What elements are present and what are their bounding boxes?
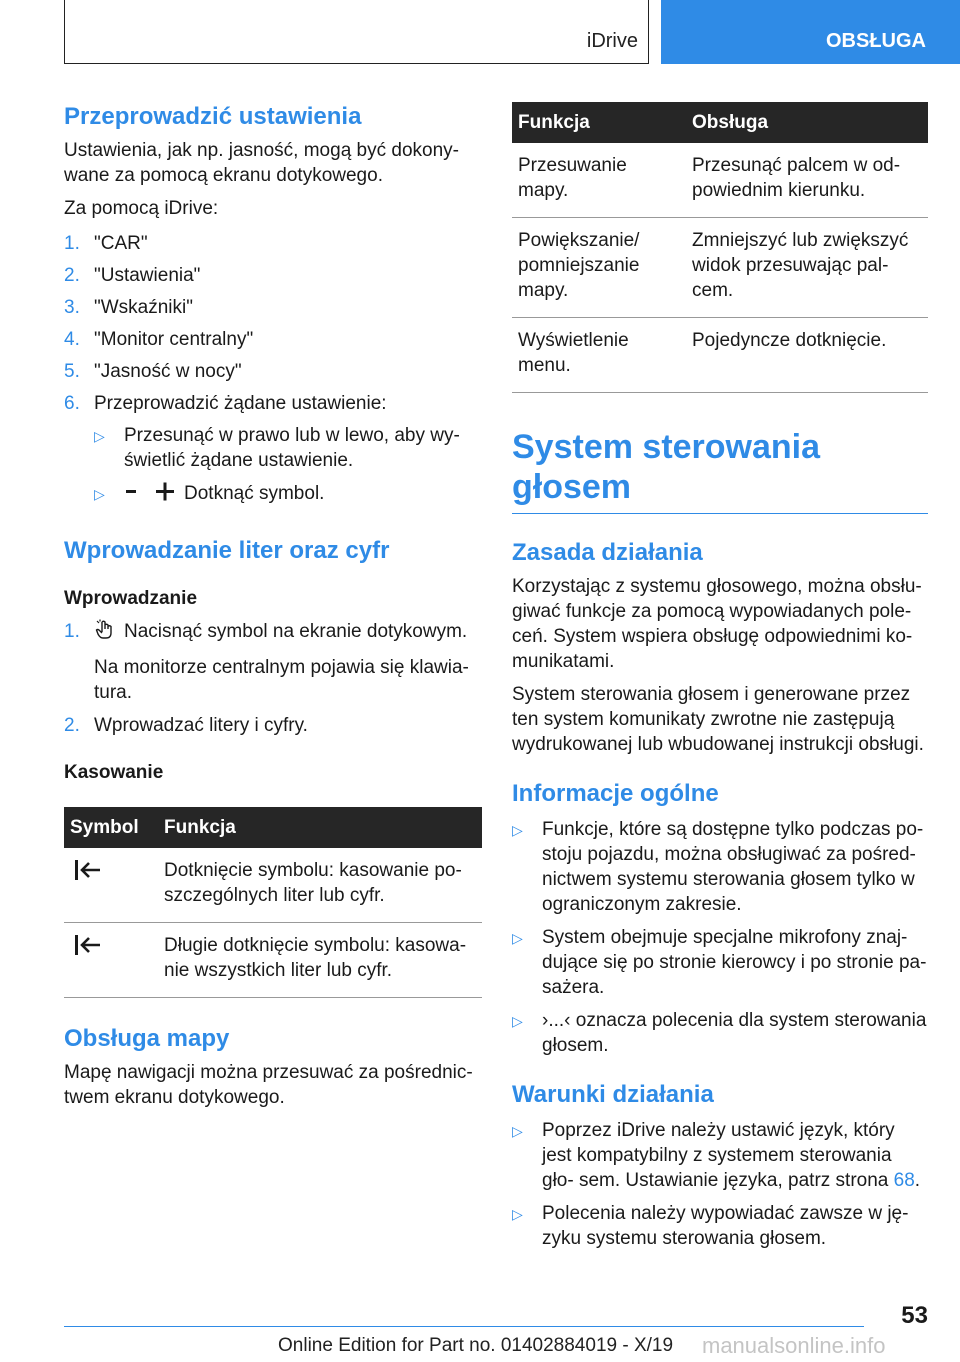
backspace-icon <box>74 933 102 964</box>
subheading-delete: Kasowanie <box>64 762 164 783</box>
list-item: ▷ Funkcje, które są dostępne tylko podczas po‐ stoju pojazdu, można obsługiwać za pośred‐ nictwem systemu sterowania głosem tylko w ograniczonym zakresie. <box>512 819 924 915</box>
list-item: ▷ Polecenia należy wypowiadać zawsze w ję‐ zyku systemu sterowania głosem. <box>512 1203 909 1249</box>
table-cell: Powiększanie/ pomniejszanie mapy. <box>512 218 686 318</box>
left-column <box>64 100 482 1110</box>
table-cell: Przesuwanie mapy. <box>512 143 686 218</box>
section-title-map: Obsługa mapy <box>64 1025 230 1052</box>
list-item: ▷ ›...‹ oznacza polecenia dla system sterowania głosem. <box>512 1010 927 1056</box>
minus-plus-icon <box>124 481 176 510</box>
paragraph: Na monitorze centralnym pojawia się klawia‐ tura. <box>94 657 469 703</box>
table-header: Funkcja <box>512 102 686 143</box>
list-item: 3. "Wskaźniki" <box>64 297 193 318</box>
bullet-list <box>512 1118 928 1251</box>
section-title-conditions: Warunki działania <box>512 1081 714 1108</box>
paragraph: Korzystając z systemu głosowego, można obsłu‐ giwać funkcje za pomocą wypowiadanych pole‐ ceń. System wspiera obsługę odpowiednimi ko‐ munikatami. <box>512 576 922 672</box>
delete-symbols-table <box>64 807 482 998</box>
list-item: 6. Przeprowadzić żądane ustawienie: <box>64 393 387 414</box>
page-number: 53 <box>901 1302 928 1329</box>
table-header: Funkcja <box>158 807 482 848</box>
bullet-triangle-icon: ▷ <box>94 428 105 444</box>
hand-touch-icon <box>94 619 116 648</box>
section-title-input: Wprowadzanie liter oraz cyfr <box>64 537 390 564</box>
list-item: 5. "Jasność w nocy" <box>64 361 242 382</box>
bullet-triangle-icon: ▷ <box>512 1013 523 1029</box>
footer-text: Online Edition for Part no. 01402884019 - X/19 <box>278 1335 674 1356</box>
header-chapter <box>661 0 960 64</box>
numbered-list <box>64 231 482 510</box>
bullet-triangle-icon: ▷ <box>94 486 105 502</box>
backspace-icon <box>74 858 102 889</box>
table-row <box>512 318 928 393</box>
table-cell: Dotknięcie symbolu: kasowanie po‐ szczególnych liter lub cyfr. <box>158 848 482 923</box>
table-row <box>64 848 482 923</box>
list-item: 2. Wprowadzać litery i cyfry. <box>64 715 308 736</box>
map-operation-table <box>512 102 928 393</box>
list-item: 2. "Ustawienia" <box>64 265 201 286</box>
paragraph: System sterowania głosem i generowane przez ten system komunikaty zwrotne nie zastępują wydrukowanej lub wbudowanej instrukcji obsługi. <box>512 684 924 755</box>
table-header: Symbol <box>64 807 158 848</box>
header-frame <box>64 0 649 64</box>
header-section: iDrive <box>586 30 638 52</box>
section-title-principle: Zasada działania <box>512 539 703 566</box>
footer-divider <box>64 1326 864 1327</box>
chapter-title-voice: System sterowania głosem <box>512 427 928 514</box>
table-cell: Wyświetlenie menu. <box>512 318 686 393</box>
list-item: 4. "Monitor centralny" <box>64 329 254 350</box>
paragraph: Mapę nawigacji można przesuwać za pośrednic‐ twem ekranu dotykowego. <box>64 1062 473 1108</box>
list-item: 1. Nacisnąć symbol na ekranie dotykowym. <box>64 619 482 648</box>
table-row <box>64 923 482 998</box>
list-item: ▷ System obejmuje specjalne mikrofony znaj‐ dujące się po stronie kierowcy i po stronie pa‐ sażera. <box>512 927 927 998</box>
watermark: manualsonline.info <box>702 1333 886 1358</box>
header-chapter-label: OBSŁUGA <box>826 29 926 52</box>
section-title-general: Informacje ogólne <box>512 780 719 807</box>
bullet-list <box>512 817 928 1058</box>
subheading-input: Wprowadzanie <box>64 588 198 609</box>
list-item: 1. "CAR" <box>64 233 148 254</box>
page-link[interactable]: 68 <box>893 1170 915 1191</box>
table-cell: Pojedyncze dotknięcie. <box>686 318 928 393</box>
bullet-triangle-icon: ▷ <box>512 1123 523 1139</box>
table-cell: Długie dotknięcie symbolu: kasowa‐ nie wszystkich liter lub cyfr. <box>158 923 482 998</box>
sub-bullet: ▷ Przesunąć w prawo lub w lewo, aby wy‐ świetlić żądane ustawienie. <box>94 425 460 471</box>
bullet-triangle-icon: ▷ <box>512 1206 523 1222</box>
table-row <box>512 143 928 218</box>
section-title-settings: Przeprowadzić ustawienia <box>64 103 362 130</box>
table-cell: Zmniejszyć lub zwiększyć widok przesuwając pal‐ cem. <box>686 218 928 318</box>
right-column <box>512 102 928 1251</box>
bullet-triangle-icon: ▷ <box>512 930 523 946</box>
table-header: Obsługa <box>686 102 928 143</box>
list-item: ▷ Poprzez iDrive należy ustawić język, który jest kompatybilny z systemem sterowania gło‐ sem. Ustawianie języka, patrz strona 68. <box>512 1120 921 1191</box>
sub-bullet: ▷ Dotknąć symbol. <box>64 481 482 510</box>
table-cell: Przesunąć palcem w od‐ powiednim kierunku. <box>686 143 928 218</box>
paragraph: Ustawienia, jak np. jasność, mogą być dokony‐ wane za pomocą ekranu dotykowego. <box>64 140 459 186</box>
bullet-triangle-icon: ▷ <box>512 822 523 838</box>
paragraph: Za pomocą iDrive: <box>64 198 219 219</box>
table-row <box>512 218 928 318</box>
